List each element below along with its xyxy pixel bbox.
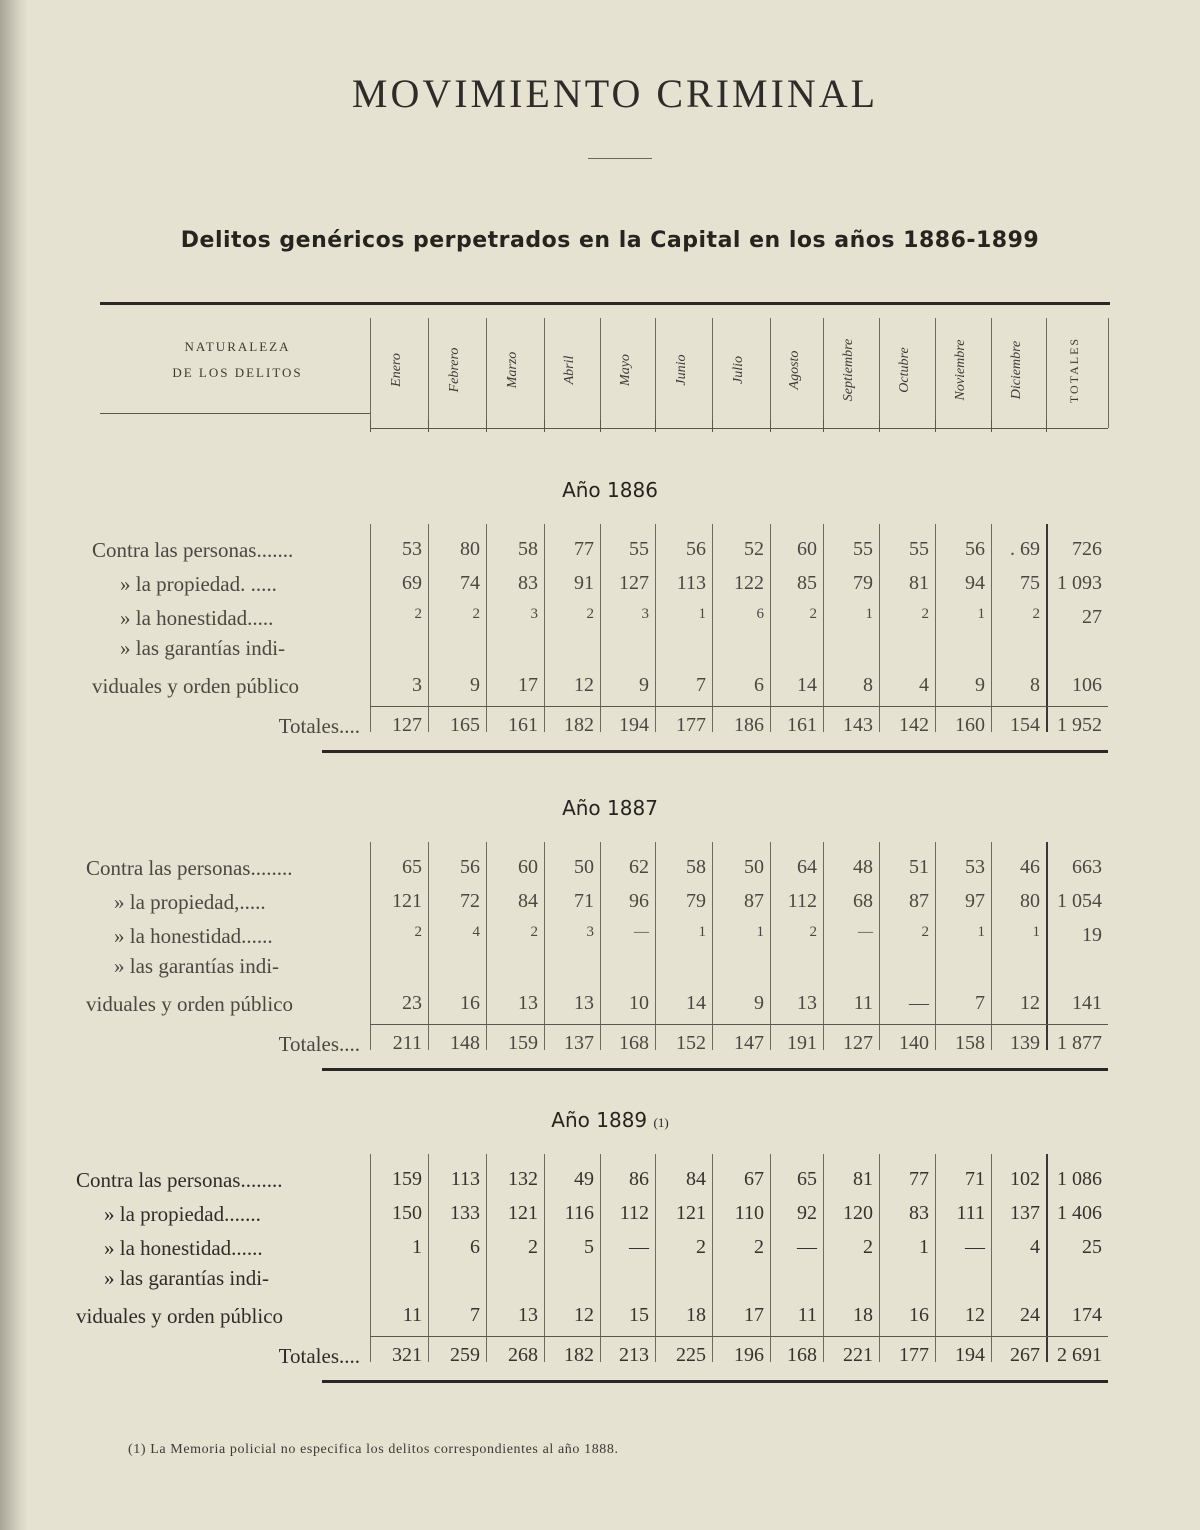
data-cell: 137 — [1010, 1202, 1040, 1224]
totals-rule — [370, 706, 1108, 707]
data-cell: 46 — [1020, 856, 1040, 878]
total-cell: 177 — [676, 714, 706, 736]
data-cell: 13 — [574, 992, 594, 1014]
total-cell: 159 — [508, 1032, 538, 1054]
header-month-13: TOTALES — [1067, 336, 1081, 404]
data-cell: 122 — [734, 572, 764, 594]
totals-rule — [370, 1336, 1108, 1337]
header-col-tick — [991, 420, 992, 432]
header-col-divider — [428, 318, 429, 428]
header-col-tick — [770, 420, 771, 432]
data-cell: 159 — [392, 1168, 422, 1190]
data-cell: 102 — [1010, 1168, 1040, 1190]
data-cell: 141 — [1072, 992, 1102, 1014]
data-cell: 726 — [1072, 538, 1102, 560]
data-cell: 121 — [392, 890, 422, 912]
row-label-garantias-line1: » las garantías indi- — [114, 954, 280, 978]
row-label-garantias-line1: » las garantías indi- — [120, 636, 286, 660]
total-cell: 148 — [450, 1032, 480, 1054]
header-col-divider — [544, 318, 545, 428]
data-cell: 7 — [696, 674, 706, 696]
total-cell: 143 — [843, 714, 873, 736]
data-cell: 121 — [676, 1202, 706, 1224]
section-bottom-rule — [322, 1380, 1108, 1383]
total-cell: 213 — [619, 1344, 649, 1366]
data-cell: 55 — [629, 538, 649, 560]
data-cell: 1 093 — [1057, 572, 1102, 594]
data-cell: 56 — [686, 538, 706, 560]
total-cell: 321 — [392, 1344, 422, 1366]
data-cell: 91 — [574, 572, 594, 594]
data-cell: 13 — [797, 992, 817, 1014]
data-cell: — — [909, 992, 929, 1014]
data-cell: 13 — [518, 992, 538, 1014]
data-cell: 2 — [809, 924, 817, 940]
header-col-divider-last — [1108, 318, 1109, 428]
header-month-4: Abril — [562, 355, 577, 385]
total-cell: 127 — [843, 1032, 873, 1054]
data-cell: 1 — [919, 1236, 929, 1258]
row-label-garantias-line1: » las garantías indi- — [104, 1266, 270, 1290]
header-month-5: Mayo — [617, 354, 633, 386]
header-col-tick — [600, 420, 601, 432]
header-month-1: Enero — [389, 353, 404, 387]
row-label-1: Contra las personas........ — [76, 1168, 283, 1192]
data-cell: 50 — [744, 856, 764, 878]
data-cell: 86 — [629, 1168, 649, 1190]
footnote: (1) La Memoria policial no especifica los delitos correspondientes al año 1888. — [128, 1442, 619, 1457]
data-cell: 106 — [1072, 674, 1102, 696]
data-cell: 1 406 — [1057, 1202, 1102, 1224]
total-cell: 194 — [619, 714, 649, 736]
data-cell: 2 — [809, 606, 817, 622]
header-col-tick — [486, 420, 487, 432]
data-cell: 2 — [754, 1236, 764, 1258]
data-cell: 9 — [975, 674, 985, 696]
data-cell: 4 — [919, 674, 929, 696]
data-cell: 1 — [756, 924, 764, 940]
header-col-divider — [712, 318, 713, 428]
data-cell: 9 — [754, 992, 764, 1014]
total-cell: 161 — [508, 714, 538, 736]
data-cell: . 69 — [1010, 538, 1040, 560]
header-month-8: Agosto — [786, 350, 802, 390]
row-label-totales: Totales.... — [278, 1032, 360, 1056]
data-cell: 12 — [1020, 992, 1040, 1014]
data-cell: — — [634, 924, 649, 940]
data-cell: 8 — [1030, 674, 1040, 696]
data-cell: 127 — [619, 572, 649, 594]
data-cell: 110 — [734, 1202, 764, 1224]
data-cell: 1 — [977, 606, 985, 622]
total-cell: 196 — [734, 1344, 764, 1366]
data-cell: 2 — [586, 606, 594, 622]
header-col-divider — [600, 318, 601, 428]
total-cell: 221 — [843, 1344, 873, 1366]
data-cell: 3 — [641, 606, 649, 622]
data-cell: 5 — [584, 1236, 594, 1258]
data-cell: 48 — [853, 856, 873, 878]
data-cell: 84 — [518, 890, 538, 912]
header-col-tick — [935, 420, 936, 432]
header-month-2: Febrero — [447, 347, 462, 393]
total-cell: 186 — [734, 714, 764, 736]
data-cell: 53 — [965, 856, 985, 878]
data-cell: 49 — [574, 1168, 594, 1190]
data-cell: 23 — [402, 992, 422, 1014]
total-cell: 137 — [564, 1032, 594, 1054]
header-col-divider — [655, 318, 656, 428]
section-bottom-rule — [322, 1068, 1108, 1071]
data-cell: 71 — [574, 890, 594, 912]
data-cell: — — [797, 1236, 817, 1258]
total-cell: 211 — [392, 1032, 422, 1054]
data-cell: 81 — [909, 572, 929, 594]
data-cell: 18 — [853, 1304, 873, 1326]
data-cell: 133 — [450, 1202, 480, 1224]
total-cell: 182 — [564, 1344, 594, 1366]
data-cell: 55 — [853, 538, 873, 560]
total-cell: 2 691 — [1057, 1344, 1102, 1366]
data-cell: 120 — [843, 1202, 873, 1224]
row-label-totales: Totales.... — [278, 1344, 360, 1368]
header-nature-label — [110, 334, 365, 386]
data-cell: 3 — [412, 674, 422, 696]
page-title: MOVIMIENTO CRIMINAL — [351, 71, 879, 116]
header-col-divider — [486, 318, 487, 428]
header-bottom-rule — [100, 413, 370, 414]
data-cell: 2 — [696, 1236, 706, 1258]
data-cell: 9 — [639, 674, 649, 696]
header-col-tick — [879, 420, 880, 432]
data-cell: 25 — [1082, 1236, 1102, 1258]
data-cell: 17 — [518, 674, 538, 696]
row-label-3: » la honestidad..... — [120, 606, 274, 630]
data-cell: 81 — [853, 1168, 873, 1190]
section-year-text: Año 1889 — [551, 1108, 654, 1132]
total-cell: 154 — [1010, 714, 1040, 736]
data-cell: 79 — [853, 572, 873, 594]
total-cell: 194 — [955, 1344, 985, 1366]
data-cell: 150 — [392, 1202, 422, 1224]
data-cell: 71 — [965, 1168, 985, 1190]
section-year-text: Año 1887 — [562, 796, 658, 820]
data-cell: 62 — [629, 856, 649, 878]
data-cell: 1 — [698, 924, 706, 940]
data-cell: 11 — [402, 1304, 422, 1326]
data-cell: 4 — [472, 924, 480, 940]
data-cell: 6 — [754, 674, 764, 696]
data-cell: 111 — [956, 1202, 985, 1224]
data-cell: 52 — [744, 538, 764, 560]
row-label-2: » la propiedad,..... — [114, 890, 266, 914]
data-cell: 83 — [518, 572, 538, 594]
header-month-7: Julio — [731, 356, 746, 384]
section-year-note: (1) — [653, 1115, 669, 1130]
data-cell: — — [858, 924, 873, 940]
data-cell: 92 — [797, 1202, 817, 1224]
section-title-2 — [0, 796, 1200, 820]
data-cell: 58 — [686, 856, 706, 878]
data-cell: 87 — [909, 890, 929, 912]
row-label-1: Contra las personas....... — [92, 538, 294, 562]
data-cell: 174 — [1072, 1304, 1102, 1326]
data-cell: 68 — [853, 890, 873, 912]
data-cell: 27 — [1082, 606, 1102, 628]
header-col-tick — [823, 420, 824, 432]
data-cell: 85 — [797, 572, 817, 594]
data-cell: 53 — [402, 538, 422, 560]
total-cell: 168 — [619, 1032, 649, 1054]
total-cell: 168 — [787, 1344, 817, 1366]
data-cell: 16 — [460, 992, 480, 1014]
row-label-3: » la honestidad...... — [114, 924, 273, 948]
data-cell: 2 — [414, 606, 422, 622]
data-cell: 116 — [564, 1202, 594, 1224]
data-cell: 1 — [412, 1236, 422, 1258]
total-cell: 259 — [450, 1344, 480, 1366]
data-cell: 6 — [470, 1236, 480, 1258]
data-cell: 11 — [797, 1304, 817, 1326]
data-cell: 12 — [574, 1304, 594, 1326]
header-nature-line2: DE LOS DELITOS — [172, 365, 303, 380]
data-cell: — — [629, 1236, 649, 1258]
data-cell: 1 — [1032, 924, 1040, 940]
data-cell: 19 — [1082, 924, 1102, 946]
header-col-divider — [823, 318, 824, 428]
header-col-tick — [544, 420, 545, 432]
total-cell: 158 — [955, 1032, 985, 1054]
data-cell: 13 — [518, 1304, 538, 1326]
data-cell: 2 — [530, 924, 538, 940]
header-col-tick — [712, 420, 713, 432]
data-cell: 1 — [977, 924, 985, 940]
data-cell: 1 054 — [1057, 890, 1102, 912]
data-cell: 1 — [865, 606, 873, 622]
data-cell: 56 — [460, 856, 480, 878]
row-label-3: » la honestidad...... — [104, 1236, 263, 1260]
total-cell: 268 — [508, 1344, 538, 1366]
header-col-tick — [370, 420, 371, 432]
section-bottom-rule — [322, 750, 1108, 753]
data-cell: 96 — [629, 890, 649, 912]
data-cell: 10 — [629, 992, 649, 1014]
data-cell: 9 — [470, 674, 480, 696]
data-cell: 60 — [797, 538, 817, 560]
data-cell: 87 — [744, 890, 764, 912]
data-cell: 6 — [756, 606, 764, 622]
row-label-2: » la propiedad....... — [104, 1202, 261, 1226]
header-month-10: Octubre — [897, 347, 912, 393]
data-cell: 77 — [574, 538, 594, 560]
row-label-garantias-line2: viduales y orden público — [92, 674, 300, 698]
total-cell: 160 — [955, 714, 985, 736]
data-cell: 97 — [965, 890, 985, 912]
data-cell: 14 — [686, 992, 706, 1014]
data-cell: 2 — [921, 924, 929, 940]
data-cell: 80 — [460, 538, 480, 560]
total-cell: 127 — [392, 714, 422, 736]
total-cell: 165 — [450, 714, 480, 736]
data-cell: 7 — [470, 1304, 480, 1326]
data-cell: 55 — [909, 538, 929, 560]
header-col-tick — [428, 420, 429, 432]
data-cell: 4 — [1030, 1236, 1040, 1258]
data-cell: — — [965, 1236, 985, 1258]
row-label-2: » la propiedad. ..... — [120, 572, 277, 596]
section-year-text: Año 1886 — [562, 478, 658, 502]
data-cell: 14 — [797, 674, 817, 696]
header-col-divider — [879, 318, 880, 428]
data-cell: 18 — [686, 1304, 706, 1326]
data-cell: 663 — [1072, 856, 1102, 878]
header-month-11: Noviembre — [953, 339, 968, 401]
total-cell: 267 — [1010, 1344, 1040, 1366]
data-cell: 56 — [965, 538, 985, 560]
total-cell: 142 — [899, 714, 929, 736]
data-cell: 79 — [686, 890, 706, 912]
header-col-divider — [370, 318, 371, 428]
data-cell: 121 — [508, 1202, 538, 1224]
data-cell: 1 086 — [1057, 1168, 1102, 1190]
data-cell: 112 — [619, 1202, 649, 1224]
data-cell: 51 — [909, 856, 929, 878]
data-cell: 2 — [921, 606, 929, 622]
data-cell: 69 — [402, 572, 422, 594]
row-label-garantias-line2: viduales y orden público — [86, 992, 294, 1016]
header-col-divider — [935, 318, 936, 428]
total-cell: 161 — [787, 714, 817, 736]
data-cell: 1 — [698, 606, 706, 622]
total-cell: 139 — [1010, 1032, 1040, 1054]
data-cell: 83 — [909, 1202, 929, 1224]
header-nature-line1: NATURALEZA — [184, 339, 291, 354]
data-cell: 58 — [518, 538, 538, 560]
data-cell: 80 — [1020, 890, 1040, 912]
total-cell: 191 — [787, 1032, 817, 1054]
total-cell: 225 — [676, 1344, 706, 1366]
total-cell: 140 — [899, 1032, 929, 1054]
data-cell: 2 — [1032, 606, 1040, 622]
total-cell: 177 — [899, 1344, 929, 1366]
header-col-tick — [655, 420, 656, 432]
page-subtitle: Delitos genéricos perpetrados en la Capital en los años 1886-1899 — [180, 228, 1040, 253]
data-cell: 24 — [1020, 1304, 1040, 1326]
data-cell: 113 — [676, 572, 706, 594]
header-col-divider — [1046, 318, 1047, 428]
total-cell: 152 — [676, 1032, 706, 1054]
data-cell: 3 — [530, 606, 538, 622]
data-cell: 50 — [574, 856, 594, 878]
totals-rule — [370, 1024, 1108, 1025]
data-cell: 72 — [460, 890, 480, 912]
header-month-6: Junio — [673, 354, 689, 386]
data-cell: 77 — [909, 1168, 929, 1190]
title-divider — [588, 158, 652, 159]
data-cell: 3 — [586, 924, 594, 940]
total-cell: 1 877 — [1057, 1032, 1102, 1054]
data-cell: 113 — [450, 1168, 480, 1190]
data-cell: 60 — [518, 856, 538, 878]
row-label-garantias-line2: viduales y orden público — [76, 1304, 284, 1328]
header-month-9: Septiembre — [841, 338, 856, 402]
data-cell: 12 — [965, 1304, 985, 1326]
data-cell: 17 — [744, 1304, 764, 1326]
data-cell: 94 — [965, 572, 985, 594]
data-cell: 132 — [508, 1168, 538, 1190]
data-cell: 84 — [686, 1168, 706, 1190]
total-cell: 182 — [564, 714, 594, 736]
data-cell: 15 — [629, 1304, 649, 1326]
data-cell: 65 — [797, 1168, 817, 1190]
data-cell: 11 — [853, 992, 873, 1014]
section-title-3 — [0, 1108, 1200, 1132]
header-col-tick — [1046, 420, 1047, 432]
data-cell: 74 — [460, 572, 480, 594]
data-cell: 16 — [909, 1304, 929, 1326]
data-cell: 8 — [863, 674, 873, 696]
data-cell: 2 — [414, 924, 422, 940]
header-col-divider — [770, 318, 771, 428]
data-cell: 67 — [744, 1168, 764, 1190]
data-cell: 2 — [528, 1236, 538, 1258]
data-cell: 12 — [574, 674, 594, 696]
data-cell: 2 — [863, 1236, 873, 1258]
total-cell: 1 952 — [1057, 714, 1102, 736]
row-label-totales: Totales.... — [278, 714, 360, 738]
header-month-3: Marzo — [505, 351, 520, 389]
section-title-1 — [0, 478, 1200, 502]
data-cell: 65 — [402, 856, 422, 878]
data-cell: 64 — [797, 856, 817, 878]
header-month-12: Diciembre — [1008, 340, 1024, 400]
header-col-divider — [991, 318, 992, 428]
data-cell: 7 — [975, 992, 985, 1014]
data-cell: 112 — [787, 890, 817, 912]
data-cell: 75 — [1020, 572, 1040, 594]
total-cell: 147 — [734, 1032, 764, 1054]
row-label-1: Contra las personas........ — [86, 856, 293, 880]
data-cell: 2 — [472, 606, 480, 622]
